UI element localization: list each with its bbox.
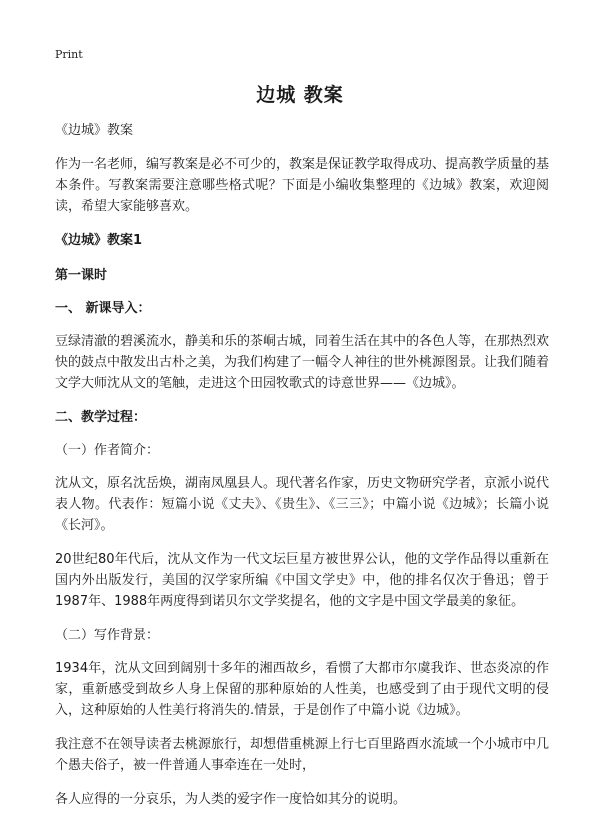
print-label: Print [55, 48, 83, 61]
sub1-paragraph-1: 沈从文，原名沈岳焕，湖南凤凰县人。现代著名作家，历史文物研究学者，京派小说代表人物。代表作：短篇小说《丈夫》、《贵生》、《三三》；中篇小说《边城》；长篇小说《长河》。 [55, 476, 550, 533]
sub2-paragraph-1: 1934年，沈从文回到阔别十多年的湘西故乡，看惯了大都市尔虞我诈、世态炎凉的作家，重新感受到故乡人身上保留的那种原始的人性美，也感受到了由于现代文明的侵入，这种原始的人性美行将消失的.情景，于是创作了中篇小说《边城》。 [55, 661, 549, 718]
intro-paragraph: 作为一名老师，编写教案是必不可少的，教案是保证教学取得成功、提高教学质量的基本条件。写教案需要注意哪些格式呢？下面是小编收集整理的《边城》教案，欢迎阅读，希望大家能够喜欢。 [55, 157, 550, 214]
sub1-heading: （一）作者简介： [55, 443, 160, 458]
sub2-heading: （二）写作背景： [55, 628, 160, 643]
section-heading: 《边城》教案1 [55, 233, 143, 248]
sub2-paragraph-2: 我注意不在领导读者去桃源旅行，却想借重桃源上行七百里路酉水流域一个小城市中几个愚夫俗子，被一件普通人事牵连在一处时， [55, 737, 550, 773]
sub1-paragraph-2: 20世纪80年代后，沈从文作为一代文坛巨星方被世界公认，他的文学作品得以重新在国内外出版发行，美国的汉学家所编《中国文学史》中，他的排名仅次于鲁迅；曾于1987年、1988年两度得到诺贝尔文学奖提名，他的文字是中国文学最美的象征。 [55, 552, 549, 609]
sub2-paragraph-3: 各人应得的一分哀乐，为人类的爱字作一度恰如其分的说明。 [55, 792, 407, 807]
intro-label: 《边城》教案 [55, 123, 134, 138]
lesson-heading: 第一课时 [55, 268, 108, 283]
part1-paragraph: 豆绿清澈的碧溪流水，静美和乐的茶峒古城，同着生活在其中的各色人等，在那热烈欢快的鼓点中散发出古朴之美，为我们构建了一幅令人神往的世外桃源图景。让我们随着文学大师沈从文的笔触，走进这个田园牧歌式的诗意世界——《边城》。 [55, 334, 550, 391]
part1-heading: 一、 新课导入： [55, 301, 151, 316]
document-body [55, 120, 549, 823]
part2-heading: 二、教学过程： [55, 410, 147, 425]
document-title: 边城 教案 [256, 84, 344, 106]
